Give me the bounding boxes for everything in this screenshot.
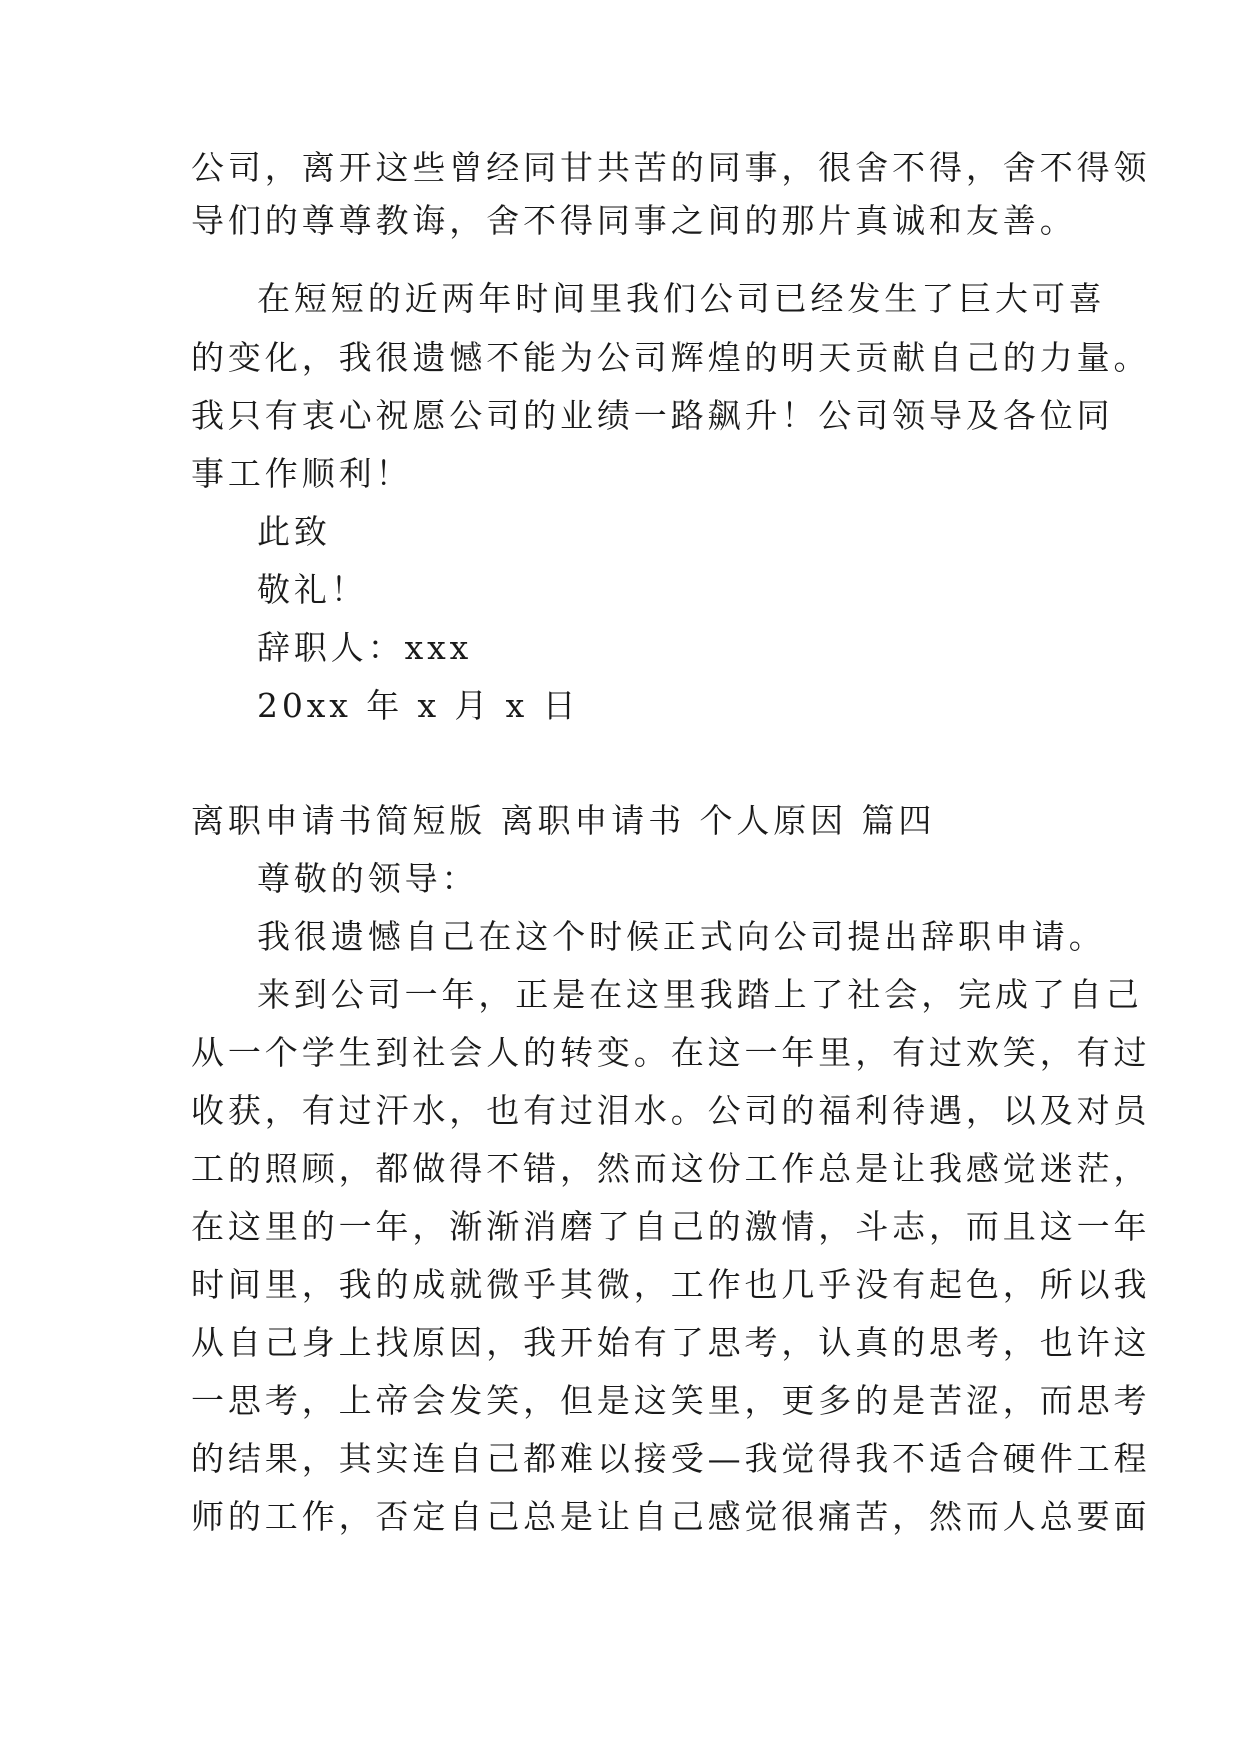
text-line: 师的工作，否定自己总是让自己感觉很痛苦，然而人总要面 [191, 1497, 1151, 1536]
section-heading: 离职申请书简短版 离职申请书 个人原因 篇四 [191, 801, 936, 840]
text-line: 我只有衷心祝愿公司的业绩一路飙升！公司领导及各位同 [191, 396, 1114, 435]
closing-respect: 敬礼！ [257, 570, 368, 609]
text-line: 公司，离开这些曾经同甘共苦的同事，很舍不得，舍不得领 [191, 148, 1151, 187]
text-line: 我很遗憾自己在这个时候正式向公司提出辞职申请。 [257, 917, 1106, 956]
text-line: 一思考，上帝会发笑，但是这笑里，更多的是苦涩，而思考 [191, 1381, 1151, 1420]
text-line: 从自己身上找原因，我开始有了思考，认真的思考，也许这 [191, 1323, 1151, 1362]
greeting: 尊敬的领导： [257, 859, 479, 898]
text-line: 的变化，我很遗憾不能为公司辉煌的明天贡献自己的力量。 [191, 338, 1151, 377]
text-line: 时间里，我的成就微乎其微，工作也几乎没有起色，所以我 [191, 1265, 1151, 1304]
text-line: 从一个学生到社会人的转变。在这一年里，有过欢笑，有过 [191, 1033, 1151, 1072]
date-line: 20xx 年 x 月 x 日 [257, 686, 580, 725]
closing-salutation: 此致 [257, 512, 331, 551]
text-line: 事工作顺利！ [191, 454, 413, 493]
text-line: 的结果，其实连自己都难以接受—我觉得我不适合硬件工程 [191, 1439, 1151, 1478]
text-line: 工的照顾，都做得不错，然而这份工作总是让我感觉迷茫， [191, 1149, 1151, 1188]
signer-line: 辞职人：xxx [257, 628, 473, 667]
text-line: 在这里的一年，渐渐消磨了自己的激情，斗志，而且这一年 [191, 1207, 1151, 1246]
text-line: 收获，有过汗水，也有过泪水。公司的福利待遇，以及对员 [191, 1091, 1151, 1130]
text-line: 来到公司一年，正是在这里我踏上了社会，完成了自己 [257, 975, 1143, 1014]
text-line: 导们的尊尊教诲，舍不得同事之间的那片真诚和友善。 [191, 201, 1077, 240]
text-line: 在短短的近两年时间里我们公司已经发生了巨大可喜 [257, 279, 1106, 318]
